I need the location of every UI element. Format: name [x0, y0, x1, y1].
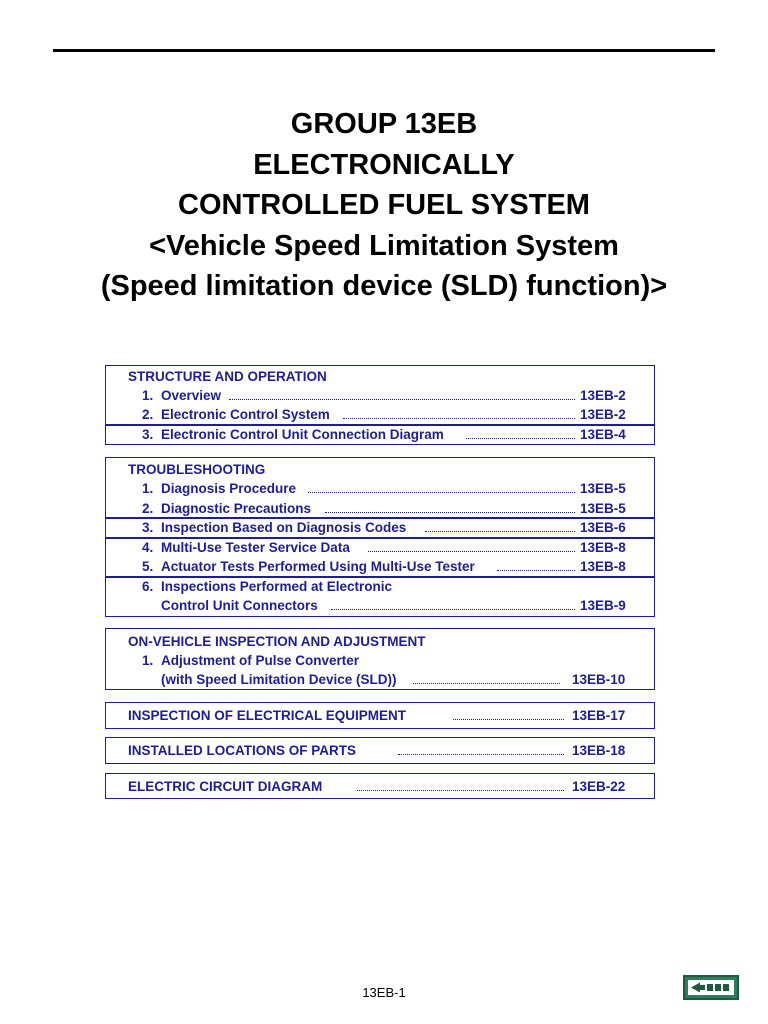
toc-item-actuator-tests[interactable]: Actuator Tests Performed Using Multi-Use Tester [161, 559, 475, 574]
toc-page-number[interactable]: 13EB-5 [580, 481, 626, 496]
toc-page-number[interactable]: 13EB-22 [572, 779, 626, 794]
toc-heading-structure: STRUCTURE AND OPERATION [128, 369, 327, 384]
title-line-5: (Speed limitation device (SLD) function)> [100, 270, 668, 302]
title-line-2: ELECTRONICALLY [253, 148, 515, 181]
top-rule [53, 49, 715, 52]
toc-item-pulse-converter[interactable]: Adjustment of Pulse Converter [161, 653, 360, 668]
toc-heading-circuit[interactable]: ELECTRIC CIRCUIT DIAGRAM [128, 779, 323, 794]
toc-leader [331, 609, 575, 610]
back-button[interactable] [683, 975, 739, 1000]
toc-item-connector-inspections[interactable]: Inspections Performed at Electronic [161, 579, 393, 594]
toc-page-number[interactable]: 13EB-4 [580, 427, 626, 442]
toc-page-number[interactable]: 13EB-8 [580, 540, 626, 555]
toc-item-service-data[interactable]: Multi-Use Tester Service Data [161, 540, 350, 555]
toc-leader [357, 790, 564, 791]
title-line-3: CONTROLLED FUEL SYSTEM [178, 189, 590, 221]
toc-item-number: 2. [142, 407, 154, 422]
toc-item-number: 4. [142, 540, 154, 555]
toc-item-overview[interactable]: Overview [161, 388, 222, 403]
title-line-1: GROUP 13EB [290, 108, 478, 140]
toc-page-number[interactable]: 13EB-2 [580, 407, 626, 422]
toc-item-number: 5. [142, 559, 154, 574]
toc-page-number[interactable]: 13EB-10 [572, 672, 626, 687]
title-line-4: <Vehicle Speed Limitation System [149, 229, 619, 262]
toc-item-connector-inspections-line-2[interactable]: Control Unit Connectors [161, 598, 318, 613]
toc-leader [453, 719, 564, 720]
toc-item-electronic-control-system[interactable]: Electronic Control System [161, 407, 330, 422]
toc-page-number[interactable]: 13EB-5 [580, 501, 626, 516]
toc-item-pulse-converter-line-2[interactable]: (with Speed Limitation Device (SLD)) [161, 672, 397, 687]
toc-leader [343, 418, 575, 419]
toc-leader [466, 438, 575, 439]
toc-page-number[interactable]: 13EB-17 [572, 708, 626, 723]
toc-page-number[interactable]: 13EB-9 [580, 598, 626, 613]
toc-leader [425, 531, 575, 532]
toc-item-diagnosis-procedure[interactable]: Diagnosis Procedure [161, 481, 297, 496]
back-arrow-icon [688, 980, 734, 995]
toc-heading-locations[interactable]: INSTALLED LOCATIONS OF PARTS [128, 743, 356, 758]
toc-item-number: 1. [142, 653, 154, 668]
toc-leader [308, 492, 575, 493]
toc-heading-onvehicle: ON-VEHICLE INSPECTION AND ADJUSTMENT [128, 634, 426, 649]
toc-item-diagnostic-precautions[interactable]: Diagnostic Precautions [161, 501, 312, 516]
toc-leader [497, 570, 575, 571]
toc-item-connection-diagram[interactable]: Electronic Control Unit Connection Diagram [161, 427, 444, 442]
toc-item-number: 3. [142, 520, 154, 535]
toc-page-number[interactable]: 13EB-2 [580, 388, 626, 403]
toc-leader [229, 399, 575, 400]
toc-page-number[interactable]: 13EB-8 [580, 559, 626, 574]
toc-item-number: 2. [142, 501, 154, 516]
toc-leader [398, 754, 564, 755]
toc-leader [325, 512, 575, 513]
toc-heading-electrical[interactable]: INSPECTION OF ELECTRICAL EQUIPMENT [128, 708, 407, 723]
toc-heading-troubleshooting: TROUBLESHOOTING [128, 462, 266, 477]
toc-item-diagnosis-codes[interactable]: Inspection Based on Diagnosis Codes [161, 520, 407, 535]
toc-leader [368, 551, 575, 552]
toc-page-number[interactable]: 13EB-6 [580, 520, 626, 535]
toc-leader [413, 683, 560, 684]
toc-item-number: 1. [142, 388, 154, 403]
page-title [0, 104, 768, 307]
toc-page-number[interactable]: 13EB-18 [572, 743, 626, 758]
toc-item-number: 3. [142, 427, 154, 442]
toc-item-number: 1. [142, 481, 154, 496]
toc-item-number: 6. [142, 579, 154, 594]
page-number: 13EB-1 [362, 985, 406, 1000]
